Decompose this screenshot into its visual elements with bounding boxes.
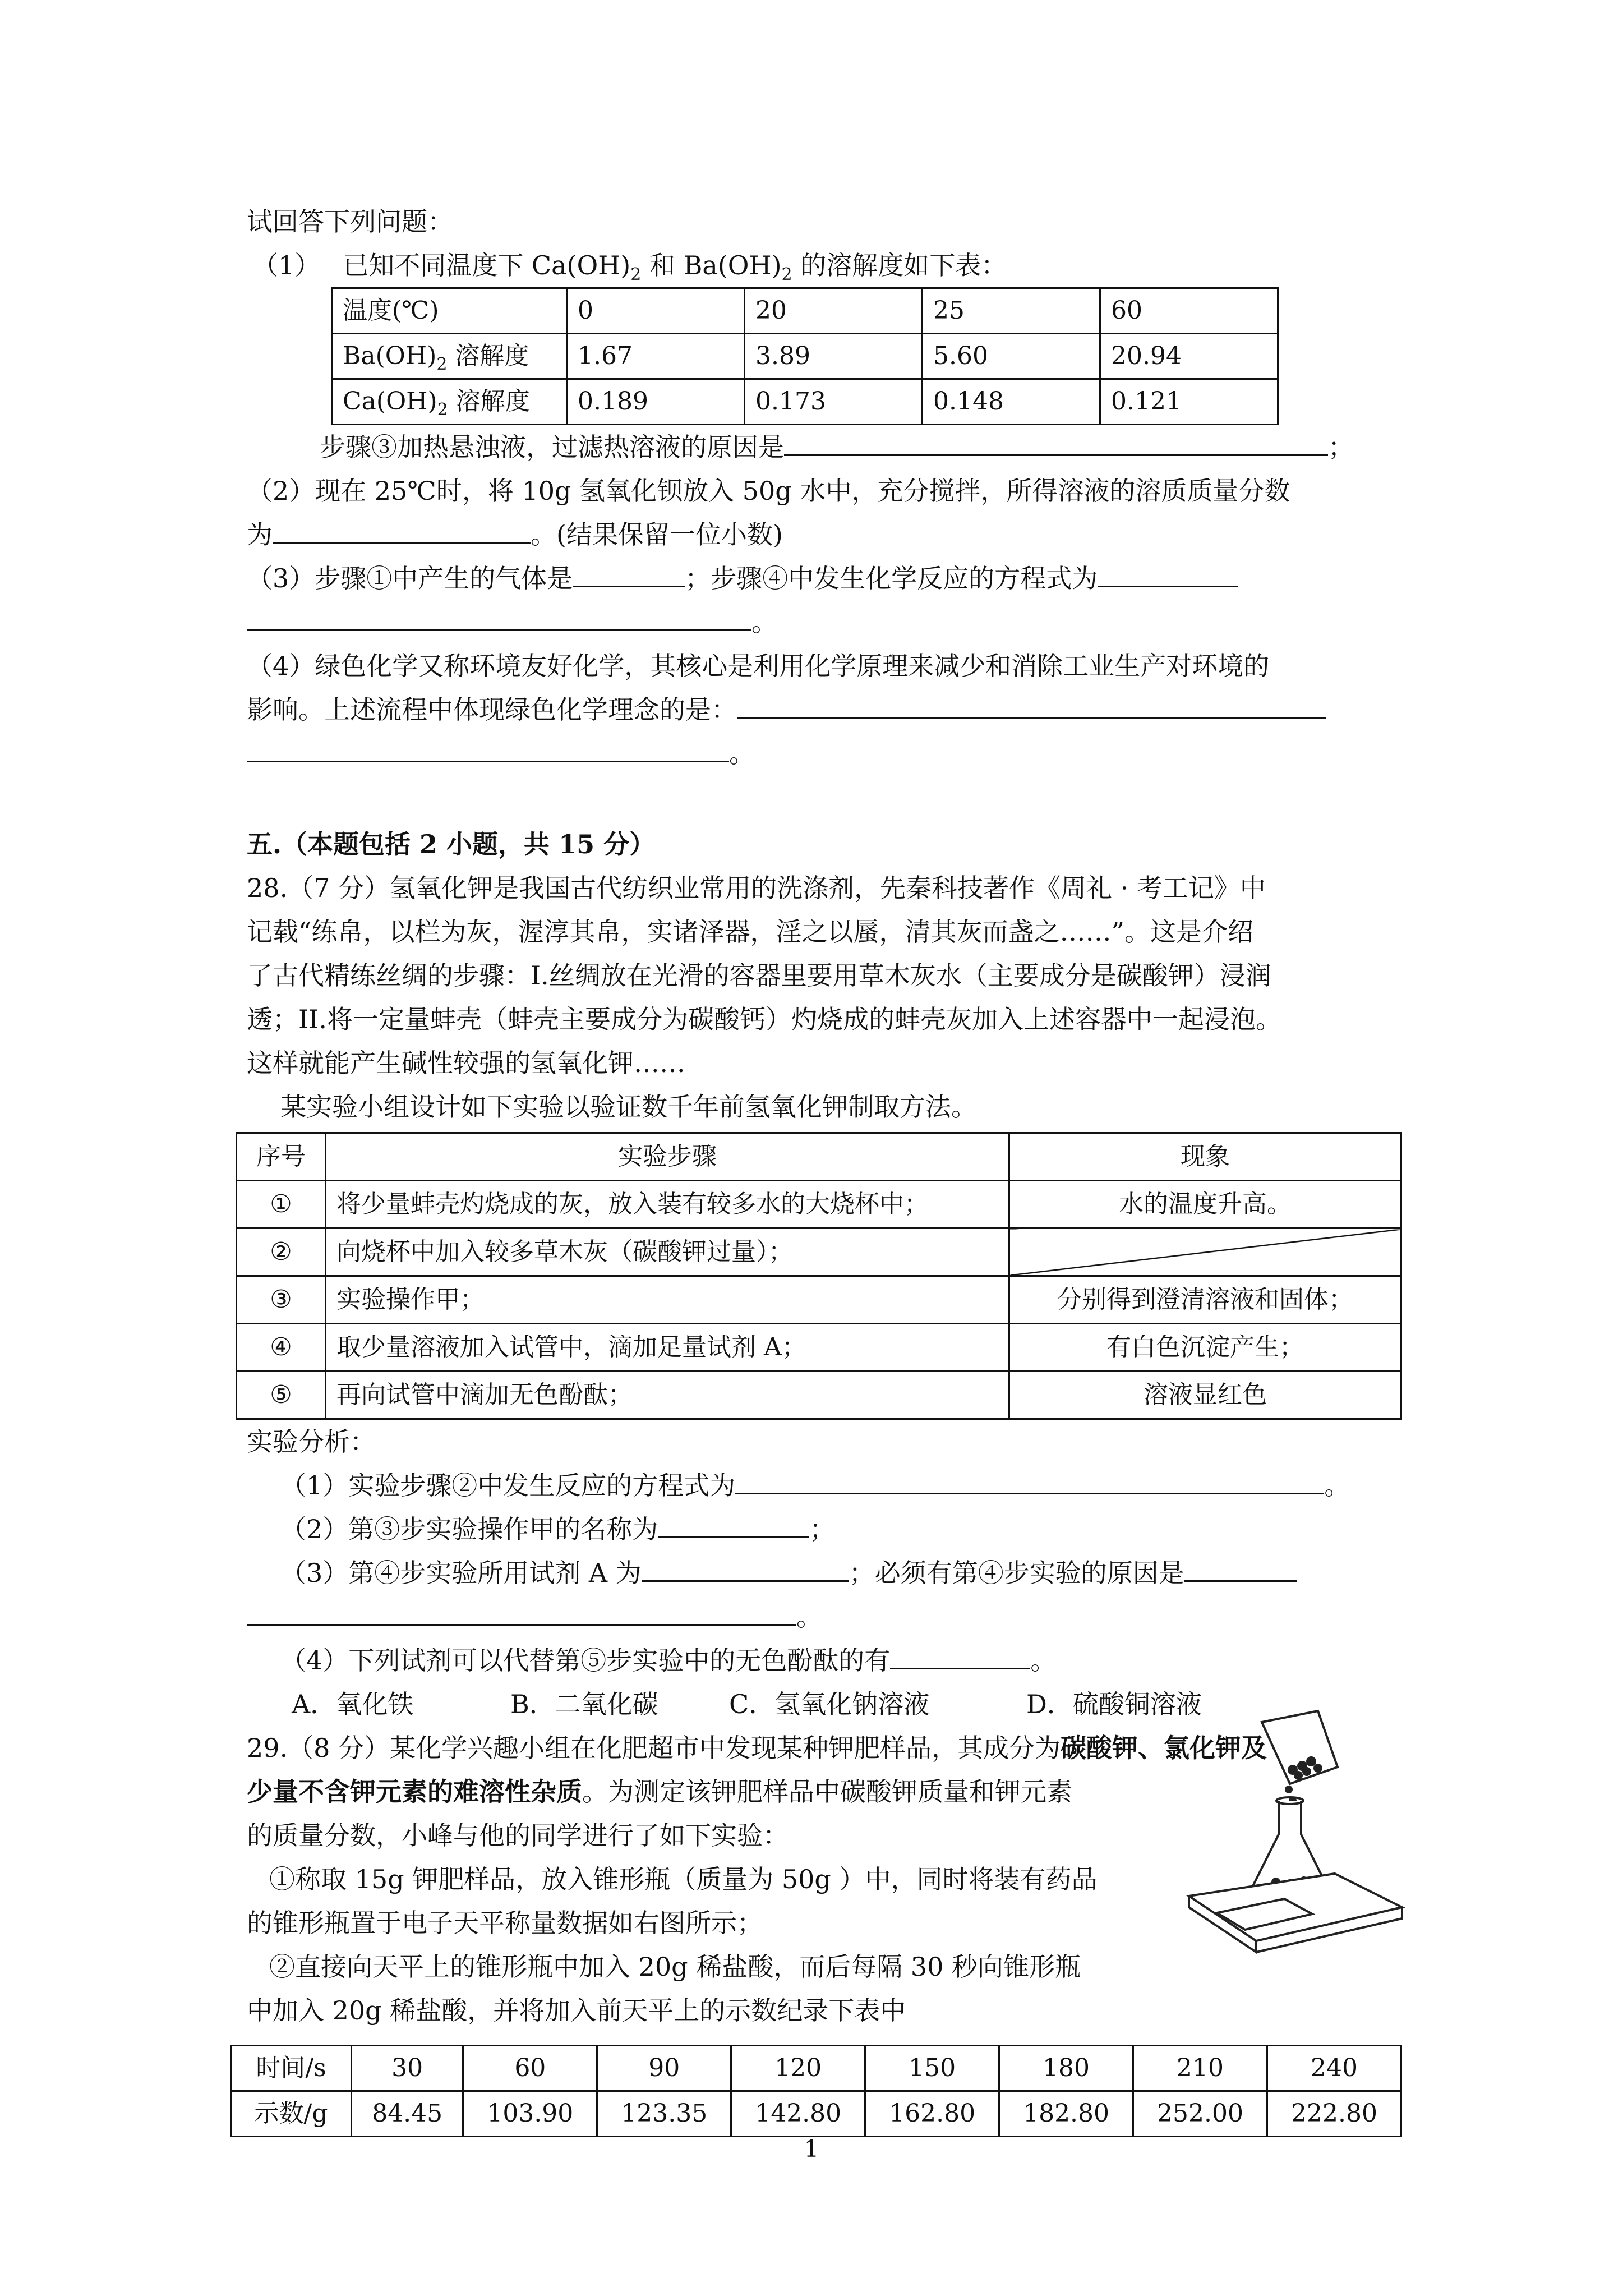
q2-line-b: 为 。(结果保留一位小数) [247, 513, 1391, 556]
table-row: ② 向烧杯中加入较多草木灰（碳酸钾过量）； [237, 1228, 1401, 1276]
q1-step-line: 步骤③加热悬浊液，过滤热溶液的原因是 ； [247, 425, 1391, 469]
diagonal-cell [1009, 1228, 1401, 1276]
table-row: 序号 实验步骤 现象 [237, 1133, 1401, 1181]
analysis-heading: 实验分析： [247, 1427, 376, 1457]
q29-step1: ①称取 15g 钾肥样品，放入锥形瓶（质量为 50g ）中，同时将装有药品 [269, 1864, 1098, 1894]
q29-line: 少量不含钾元素的难溶性杂质。为测定该钾肥样品中碳酸钾质量和钾元素 [247, 1777, 1072, 1807]
table-row: ⑤ 再向试管中滴加无色酚酞； 溶液显红色 [237, 1372, 1401, 1419]
answer-blank[interactable] [737, 688, 1326, 719]
a1-line: （1）实验步骤②中发生反应的方程式为 。 [247, 1464, 1391, 1507]
q28-text: 透；II.将一定量蚌壳（蚌壳主要成分为碳酸钙）灼烧成的蚌壳灰加入上述容器中一起浸泡。 [247, 1004, 1281, 1034]
table-row: 时间/s 30 60 90 120 150 180 210 240 [231, 2046, 1401, 2091]
table-row: 示数/g 84.45 103.90 123.35 142.80 162.80 182.80 252.00 222.80 [231, 2091, 1401, 2137]
q3-line: （3）步骤①中产生的气体是 ；步骤④中发生化学反应的方程式为 [247, 556, 1391, 600]
answer-blank[interactable] [784, 425, 1328, 456]
q29-line: 29.（8 分）某化学兴趣小组在化肥超市中发现某种钾肥样品，其成分为碳酸钾、氯化钾及 [247, 1733, 1267, 1763]
answer-blank[interactable] [273, 513, 531, 544]
data-table [230, 2045, 1402, 2137]
option-b[interactable]: B．二氧化碳 [510, 1689, 658, 1719]
q1-line: （1） 已知不同温度下 $Ca(OH)_2$ 和 $Ba(OH)_2$ 的溶解度如下表： [252, 250, 1007, 285]
q29-step2-b: 中加入 20g 稀盐酸，并将加入前天平上的示数纪录下表中 [247, 1995, 906, 2026]
balance-flask-figure [1178, 1705, 1413, 1969]
table-row: ③ 实验操作甲； 分别得到澄清溶液和固体； [237, 1276, 1401, 1324]
q4-line-c: 。 [247, 731, 1391, 775]
page-number: 1 [804, 2135, 819, 2162]
table-row: $Ba(OH)_2$ 溶解度 1.67 3.89 5.60 20.94 [332, 334, 1278, 379]
q28-text: 这样就能产生碱性较强的氢氧化钾…… [247, 1048, 685, 1078]
answer-blank[interactable] [573, 556, 685, 587]
table-row: ④ 取少量溶液加入试管中，滴加足量试剂 A； 有白色沉淀产生； [237, 1324, 1401, 1372]
answer-blank[interactable] [642, 1551, 849, 1582]
answer-blank[interactable] [247, 1595, 796, 1626]
option-a[interactable]: A．氧化铁 [292, 1689, 414, 1719]
solubility-table [331, 287, 1279, 425]
answer-blank[interactable] [658, 1507, 809, 1538]
q2-line: （2）现在 25℃时，将 10g 氢氧化钡放入 50g 水中，充分搅拌，所得溶液的溶质质量分数 [247, 476, 1290, 506]
q4-line: （4）绿色化学又称环境友好化学，其核心是利用化学原理来减少和消除工业生产对环境的 [247, 651, 1270, 681]
experiment-table [236, 1132, 1402, 1420]
a3-line: （3）第④步实验所用试剂 A 为 ；必须有第④步实验的原因是 [247, 1551, 1391, 1595]
table-row: $Ca(OH)_2$ 溶解度 0.189 0.173 0.148 0.121 [332, 379, 1278, 425]
option-d[interactable]: D．硫酸铜溶液 [1026, 1689, 1202, 1719]
q28-text: 记载“练帛，以栏为灰，渥淳其帛，实诸泽器，淫之以蜃，清其灰而盏之……”。这是介绍 [247, 917, 1254, 947]
q29-line: 的质量分数，小峰与他的同学进行了如下实验： [247, 1820, 789, 1851]
answer-blank[interactable] [890, 1639, 1030, 1669]
answer-blank[interactable] [247, 731, 729, 762]
section-heading: 五.（本题包括 2 小题，共 15 分） [247, 829, 656, 859]
q28-text: 28.（7 分）氢氧化钾是我国古代纺织业常用的洗涤剂，先秦科技著作《周礼 · 考工记》中 [247, 873, 1266, 903]
table-row: 温度(℃) 0 20 25 60 [332, 288, 1278, 334]
a4-line: （4）下列试剂可以代替第⑤步实验中的无色酚酞的有 。 [247, 1639, 1391, 1682]
q28-text: 了古代精练丝绸的步骤：I.丝绸放在光滑的容器里要用草木灰水（主要成分是碳酸钾）浸润 [247, 960, 1271, 991]
answer-blank[interactable] [247, 600, 751, 631]
q4-line-b: 影响。上述流程中体现绿色化学理念的是： [247, 688, 1391, 731]
table-row: ① 将少量蚌壳灼烧成的灰，放入装有较多水的大烧杯中； 水的温度升高。 [237, 1181, 1401, 1228]
answer-blank[interactable] [735, 1464, 1324, 1494]
q29-step1-b: 的锥形瓶置于电子天平称量数据如右图所示； [247, 1908, 763, 1938]
q3-line-b: 。 [247, 600, 1391, 644]
a3-line-b: 。 [247, 1595, 1391, 1639]
q29-step2: ②直接向天平上的锥形瓶中加入 20g 稀盐酸，而后每隔 30 秒向锥形瓶 [269, 1952, 1081, 1982]
option-c[interactable]: C．氢氧化钠溶液 [729, 1689, 930, 1719]
answer-blank[interactable] [1184, 1551, 1297, 1582]
answer-blank[interactable] [1098, 556, 1238, 587]
lead-text: 试回答下列问题： [247, 206, 453, 237]
q28-intro: 某实验小组设计如下实验以验证数千年前氢氧化钾制取方法。 [280, 1092, 977, 1122]
a2-line: （2）第③步实验操作甲的名称为 ； [247, 1507, 1391, 1551]
